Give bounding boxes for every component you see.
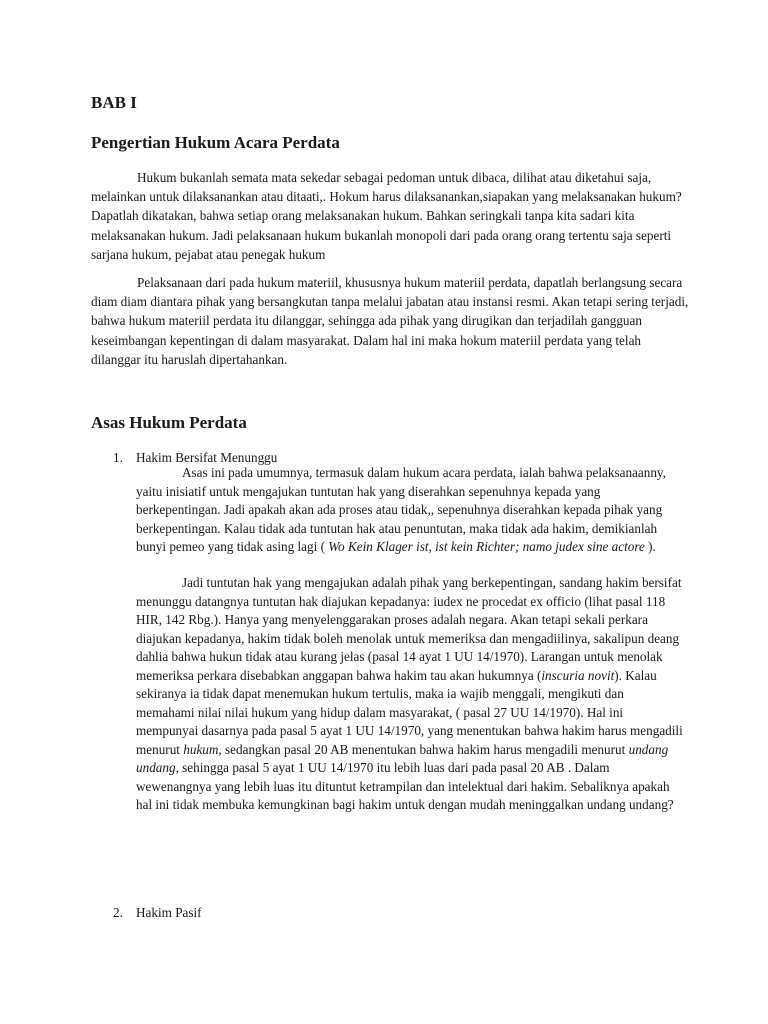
list-item-title-hakim-bersifat-menunggu: Hakim Bersifat Menunggu — [136, 450, 278, 465]
chapter-heading: BAB I — [91, 93, 137, 112]
section-title-asas: Asas Hukum Perdata — [91, 413, 247, 432]
paragraph-text: ). Kalau sekiranya ia tidak dapat menemukan hukum tertulis, maka ia wajib menggali, mengikuti dan memahami nilai nilai hukum yang hidup dalam masyarakat, ( pasal 27 UU 14/1970). Hal ini mempunyai dasarnya pada pasal 5 ayat 1 UU 14/1970, yang menentukan bahwa hakim harus mengadili menurut — [136, 667, 683, 757]
list-item-title-hakim-pasif: Hakim Pasif — [136, 905, 202, 920]
list-number-1: 1. — [113, 450, 123, 465]
paragraph-pengertian-2: Pelaksanaan dari pada hukum materiil, khususnya hukum materiil perdata, dapatlah berlangsung secara diam diam diantara pihak yang bersangkutan tanpa melalui jabatan atau instansi resmi. Akan tetapi sering terjadi, bahwa hukum materiil perdata itu dilanggar, sehingga ada pihak yang dirugikan dan terjadilah gangguan keseimbangan kepentingan di dalam masyarakat. Dalam hal ini maka hokum materiil perdata yang telah dilanggar itu haruslah dipertahankan. — [91, 275, 689, 367]
paragraph-text: Jadi tuntutan hak yang mengajukan adalah pihak yang berkepentingan, sandang hakim bersifat menunggu datangnya tuntutan hak diajukan kepadanya: iudex ne procedat ex officio (lihat pasal 118 HIR, 142 Rbg.). Hanya yang menyelenggarakan proses adalah negara. Akan tetapi sekali perkara diajukan kepadanya, hakim tidak boleh menolak untuk memeriksa dan mengadiilinya, sakalipun deang dahlia bahwa hukun tidak atau kurang jelas (pasal 14 ayat 1 UU 14/1970). Larangan untuk menolak memeriksa perkara disebabkan anggapan bahwa hakim tau akan hukumnya ( — [136, 575, 682, 683]
italic-term: inscuria novit — [541, 667, 615, 683]
paragraph-text: sedangkan pasal 20 AB menentukan bahwa hakim harus mengadili menurut — [221, 741, 629, 757]
italic-term: hukum, — [183, 741, 222, 757]
list-item-1-paragraph-2 — [136, 574, 684, 815]
paragraph-text: Asas ini pada umumnya, termasuk dalam hukum acara perdata, ialah bahwa pelaksanaanny, yaitu inisiatif untuk mengajukan tuntutan hak yang diserahkan sepenuhnya kepada yang berkepentingan. Jadi apakah akan ada proses atau tidak,, sepenuhnya diserahkan kepada pihak yang berkepentingan. Kalau tidak ada tuntutan hak atau penuntutan, maka tidak ada hakim, demikianlah bunyi pemeo yang tidak asing lagi ( — [136, 465, 666, 554]
latin-maxim: Wo Kein Klager ist, ist kein Richter; namo judex sine actore — [328, 539, 645, 554]
section-title-pengertian: Pengertian Hukum Acara Perdata — [91, 133, 340, 152]
italic-term: undang undang — [136, 741, 669, 775]
paragraph-pengertian-1: Hukum bukanlah semata mata sekedar sebagai pedoman untuk dibaca, dilihat atau diketahui saja, melainkan untuk dilaksanankan atau ditaati,. Hokum harus dilaksanankan,siapakan yang melaksanakan hukum? Dapatlah dikatakan, bahwa setiap orang melaksanakan hukum. Bahkan seringkali tanpa kita sadari kita melaksanakan hukum. Jadi pelaksanaan hukum bukanlah monopoli dari pada orang orang tertentu saja seperti sarjana hukum, pejabat atau penegak hukum — [91, 170, 682, 262]
paragraph-text: , sehingga pasal 5 ayat 1 UU 14/1970 itu lebih luas dari pada pasal 20 AB . Dalam wewenangnya yang lebih luas itu dituntut ketrampilan dan intelektual dari hakim. Sebaliknya apakah hal ini tidak membuka kemungkinan bagi hakim untuk dengan mudah meninggalkan undang undang? — [136, 760, 674, 812]
list-number-2: 2. — [113, 905, 123, 920]
paragraph-text: ). — [644, 539, 656, 554]
list-item-1-paragraph-1 — [136, 464, 684, 557]
